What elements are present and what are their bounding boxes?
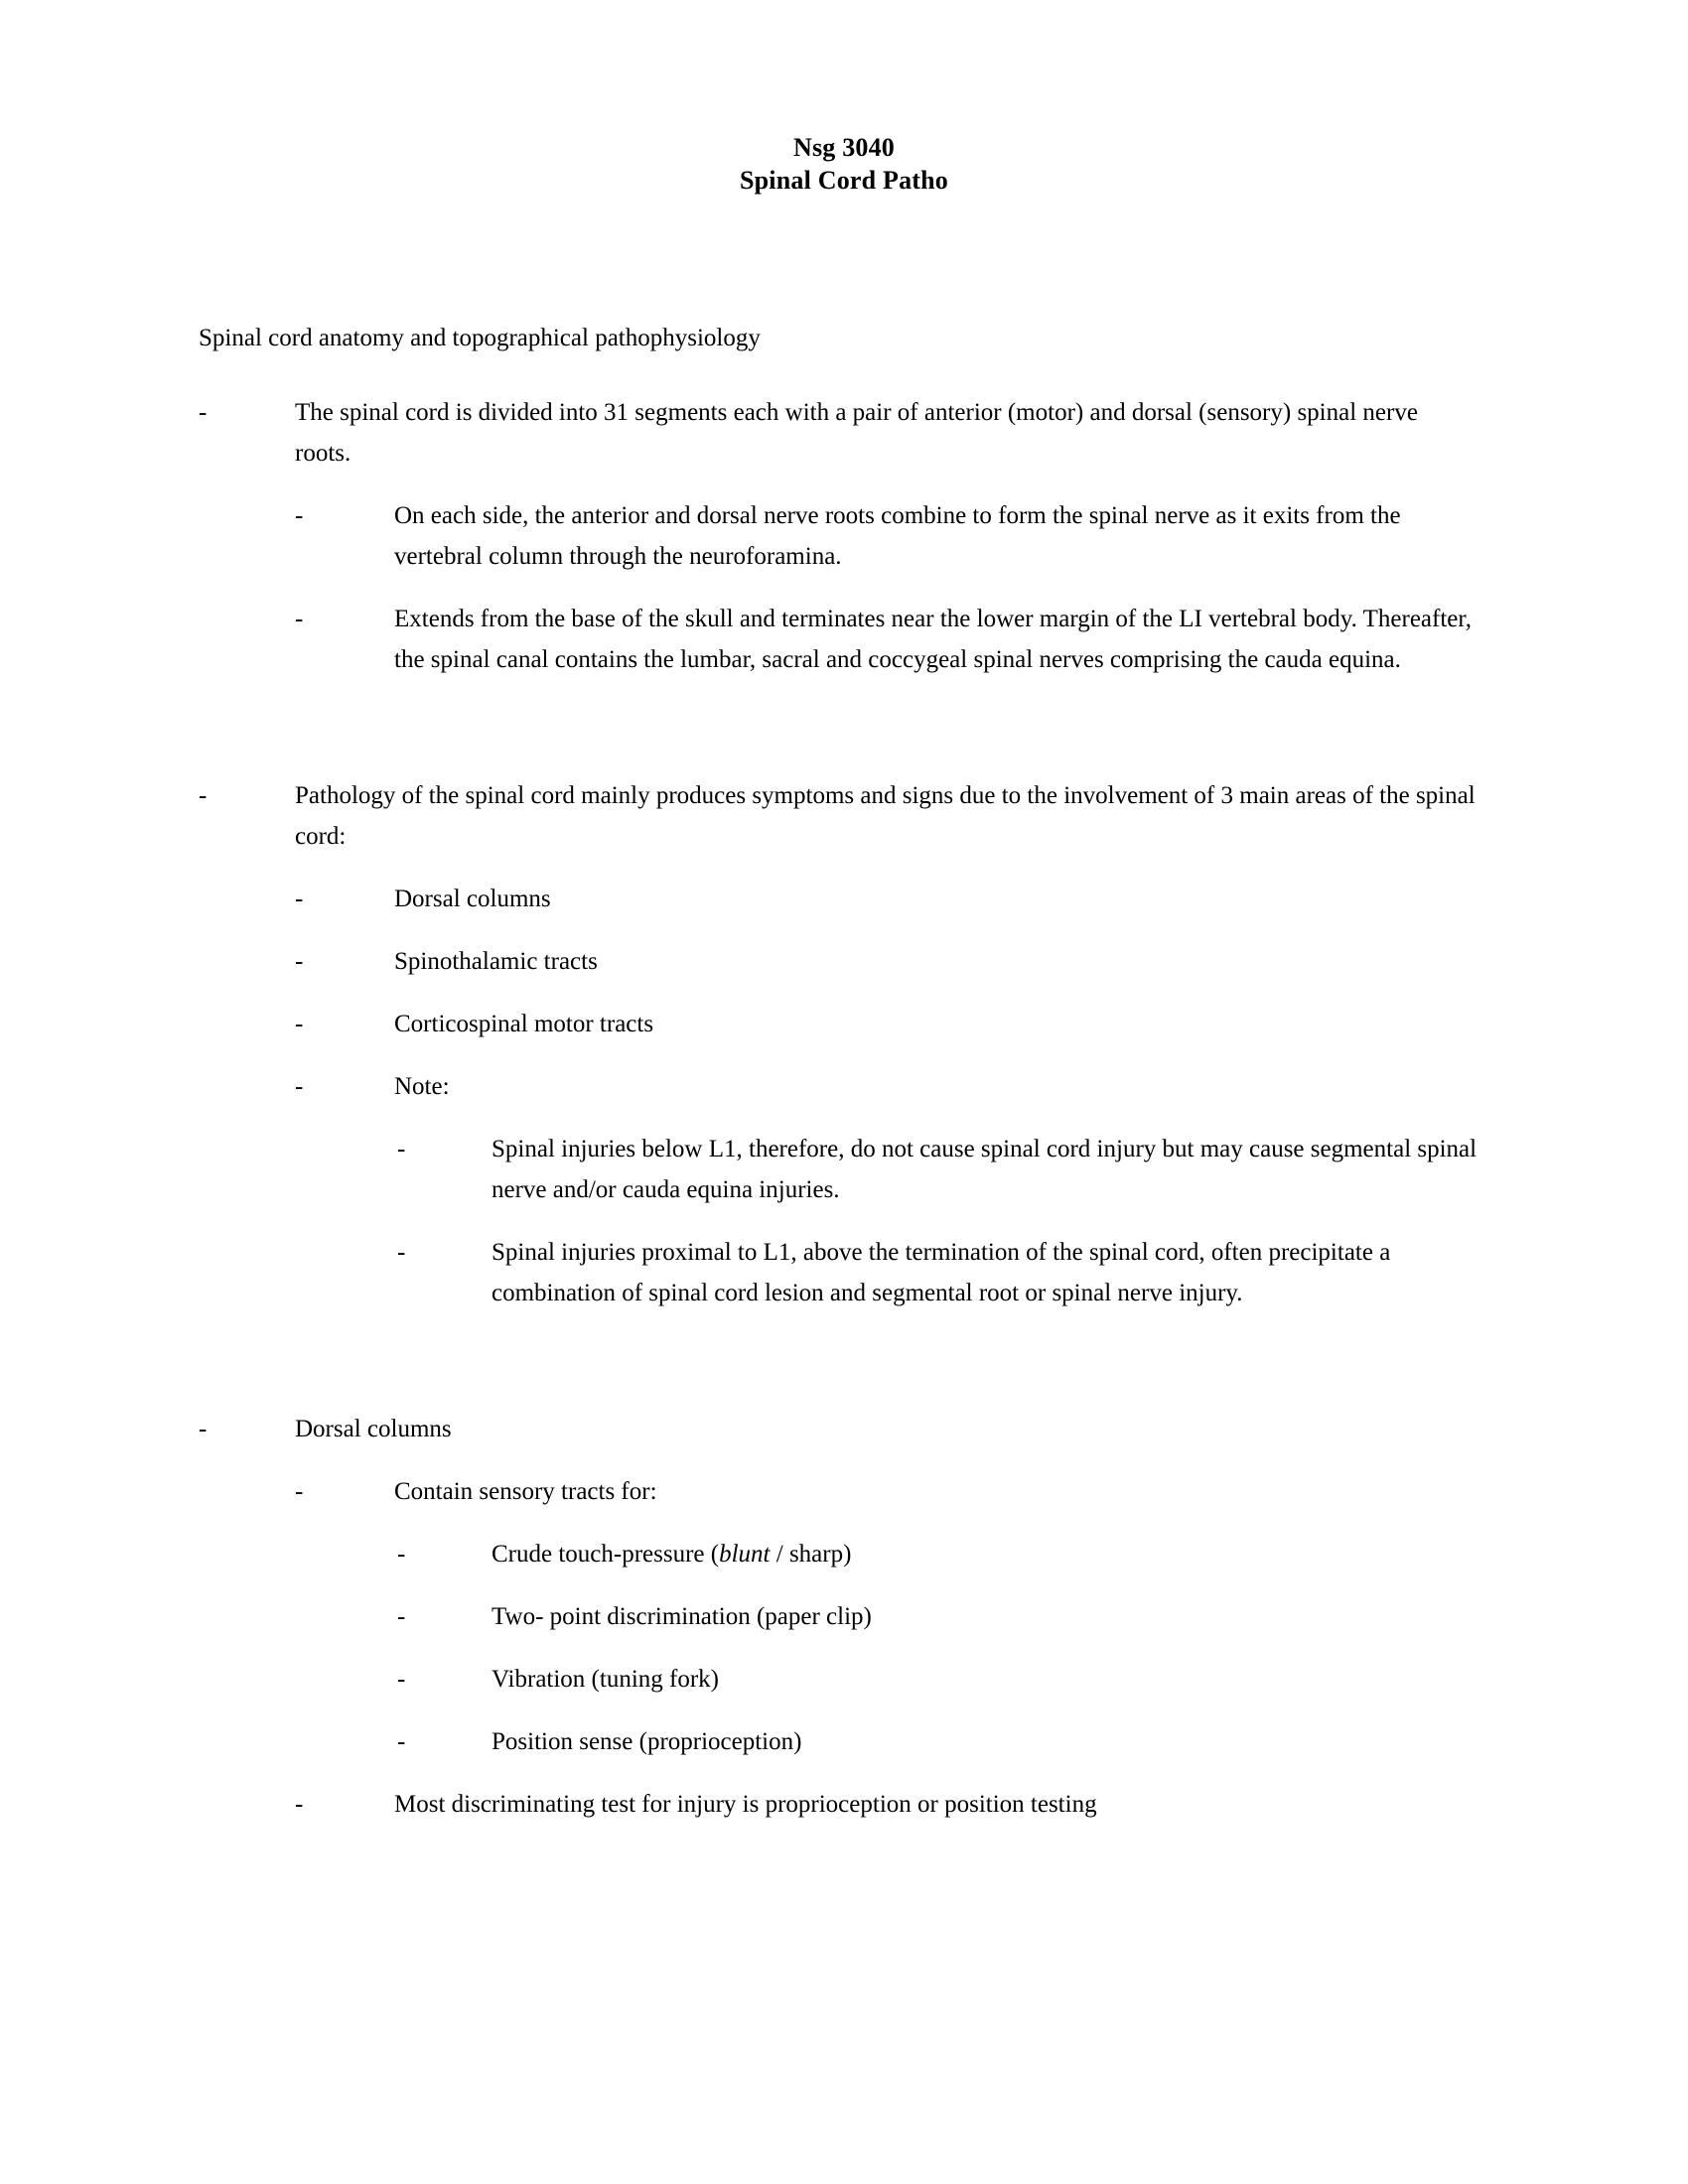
list-item: [199, 775, 1479, 857]
spacer: [0, 358, 1688, 392]
spacer: [0, 1574, 1688, 1596]
list-item: [295, 495, 1479, 577]
list-item-text: Spinal injuries below L1, therefore, do not cause spinal cord injury but may cause segmental spinal nerve and/or cauda equina injuries.: [492, 1136, 1477, 1203]
spacer: [0, 1313, 1688, 1409]
page-title-line-2: Spinal Cord Patho: [739, 166, 948, 195]
list-item: [397, 1232, 1479, 1313]
list-item: [295, 599, 1479, 680]
spacer: [0, 919, 1688, 941]
list-item-text: Pathology of the spinal cord mainly produces symptoms and signs due to the involvement of 3 main areas of the spinal cord:: [295, 782, 1476, 850]
list-item: [295, 1066, 1479, 1107]
list-item: [397, 1534, 1479, 1574]
bullet-marker: -: [397, 1136, 406, 1162]
bullet-marker: -: [295, 1011, 304, 1037]
bullet-marker: -: [397, 1239, 406, 1266]
list-item-text: Position sense (proprioception): [492, 1728, 802, 1755]
list-item-text: Dorsal columns: [295, 1416, 452, 1442]
bullet-marker: -: [397, 1541, 406, 1568]
spacer: [0, 1449, 1688, 1471]
bullet-marker: -: [295, 502, 304, 529]
spacer: [0, 1762, 1688, 1784]
spacer: [0, 1210, 1688, 1232]
bullet-marker: -: [295, 886, 304, 912]
list-item: [199, 392, 1479, 474]
spacer: [0, 1512, 1688, 1534]
list-item-text: Spinal injuries proximal to L1, above the termination of the spinal cord, often precipitate a combination of spinal cord lesion and segmental root or spinal nerve injury.: [492, 1239, 1391, 1306]
list-item-text: The spinal cord is divided into 31 segments each with a pair of anterior (motor) and dorsal (sensory) spinal nerve roots.: [295, 399, 1418, 467]
list-item: [295, 1784, 1479, 1825]
document-body: [0, 318, 1688, 1825]
list-item-text: Extends from the base of the skull and terminates near the lower margin of the LI vertebral body. Thereafter, the spinal canal contains the lumbar, sacral and coccygeal spinal nerves comprising the cauda equina.: [394, 606, 1472, 673]
emphasis-text: blunt: [719, 1541, 771, 1568]
list-item: [295, 941, 1479, 982]
list-item-text: Note:: [394, 1073, 450, 1100]
bullet-marker: -: [397, 1728, 406, 1755]
intro-paragraph: Spinal cord anatomy and topographical pathophysiology: [199, 325, 761, 351]
bullet-marker: -: [295, 1073, 304, 1100]
list-item: [397, 1659, 1479, 1700]
list-item-text: On each side, the anterior and dorsal nerve roots combine to form the spinal nerve as it exits from the vertebral column through the neuroforamina.: [394, 502, 1401, 570]
bullet-marker: -: [199, 1416, 208, 1442]
spacer: [0, 474, 1688, 495]
spacer: [0, 577, 1688, 599]
list-item-text: Two- point discrimination (paper clip): [492, 1603, 872, 1630]
list-item: [397, 1721, 1479, 1762]
document-title-block: [0, 131, 1688, 197]
list-item: [295, 879, 1479, 919]
list-item-text: Most discriminating test for injury is proprioception or position testing: [394, 1791, 1097, 1818]
page-title-line-1: Nsg 3040: [793, 133, 895, 162]
spacer: [0, 1700, 1688, 1721]
list-item: [295, 1471, 1479, 1512]
spacer: [0, 1637, 1688, 1659]
bullet-marker: -: [397, 1666, 406, 1693]
list-item-text: Corticospinal motor tracts: [394, 1011, 654, 1037]
plain-text: Crude touch-pressure (: [492, 1541, 720, 1568]
spacer: [0, 1044, 1688, 1066]
bullet-marker: -: [397, 1603, 406, 1630]
bullet-marker: -: [199, 782, 208, 809]
list-item-text: Contain sensory tracts for:: [394, 1478, 657, 1505]
spacer: [0, 857, 1688, 879]
bullet-marker: -: [295, 1478, 304, 1505]
list-item: [397, 1129, 1479, 1210]
bullet-marker: -: [295, 948, 304, 975]
spacer: [0, 680, 1688, 775]
list-item-text: Spinothalamic tracts: [394, 948, 598, 975]
bullet-marker: -: [295, 1791, 304, 1818]
bullet-marker: -: [295, 606, 304, 632]
spacer: [0, 982, 1688, 1004]
plain-text: / sharp): [770, 1541, 852, 1568]
spacer: [0, 1107, 1688, 1129]
bullet-marker: -: [199, 399, 208, 426]
list-item-text: Vibration (tuning fork): [492, 1666, 720, 1693]
list-item: [397, 1596, 1479, 1637]
list-item-text: Dorsal columns: [394, 886, 551, 912]
list-item-text: [492, 1534, 1479, 1574]
list-item: [295, 1004, 1479, 1044]
list-item: [199, 1409, 1479, 1449]
